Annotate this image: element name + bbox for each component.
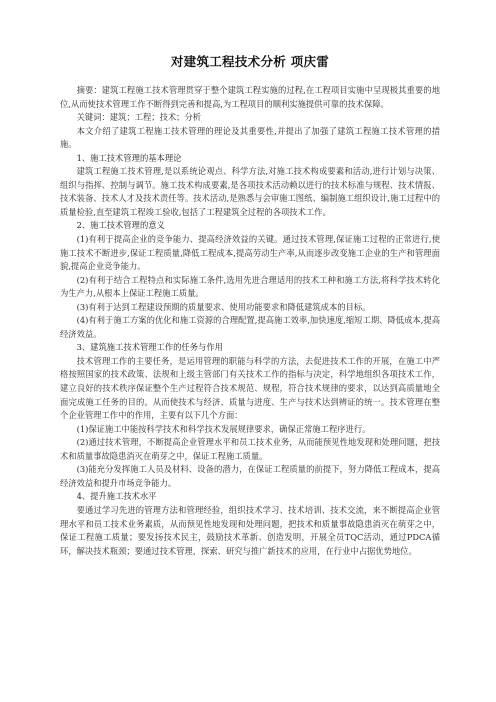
body-paragraph: (3)有利于达到工程建设预期的质量要求、使用功能要求和降低建筑成本的目标。 [76, 301, 371, 312]
section-heading-2: 2、施工技术管理的意义 [76, 220, 165, 231]
section-heading-1: 1、施工技术管理的基本理论 [76, 152, 182, 163]
body-paragraph: (1)保证施工中能按科学技术和科学技术发展规律要求，确保正常施工程序进行。 [76, 423, 371, 434]
body-paragraph: (3)能充分发挥施工人员及材料、设备的潜力，在保证工程质量的前提下，努力降低工程成本，提高经济效益和提升市场竞争能力。 [60, 464, 440, 488]
document-body [60, 84, 440, 558]
document-title: 对建筑工程技术分析 项庆雷 [170, 54, 330, 69]
body-paragraph: (2)通过技术管理，不断提高企业管理水平和员工技术业务，从而能预见性地发现和处理问题，把技术和质量事故隐患消灭在萌芽之中，保证工程施工质量。 [60, 437, 440, 461]
body-paragraph: (4)有利于施工方案的优化和施工资源的合理配置,提高施工效率,加快速度,缩短工期、降低成本,提高经济效益。 [60, 315, 440, 339]
body-paragraph: (2)有利于结合工程特点和实际施工条件,选用先进合理适用的技术工种和施工方法,将科学技术转化为生产力,从根本上保证工程施工质量。 [60, 274, 440, 299]
section-heading-3: 3、建筑施工技术管理工作的任务与作用 [76, 342, 223, 353]
body-paragraph: 建筑工程施工技术管理,是以系统论观点、科学方法,对施工技术构成要素和活动,进行计划与决策、组织与指挥、控制与调节。施工技术构成要素,是各项技术活动赖以进行的技术标准与规程、技术情报、技术装备、技术人才及技术责任等。技术活动,是熟悉与会审施工图纸、编制施工组织设计,施工过程中的质量检验,直至建筑工程竣工验收,包括了工程建筑全过程的各项技术工作。 [60, 166, 440, 217]
intro-paragraph: 本文介绍了建筑工程施工技术管理的理论及其重要性,并提出了加强了建筑工程施工技术管理的措施。 [60, 125, 440, 150]
body-paragraph: 技术管理工作的主要任务，是运用管理的职能与科学的方法，去促进技术工作的开展，在施工中严格按照国家的技术政策、法规和上级主管部门有关技术工作的指标与决定，科学地组织各项技术工作，建立良好的技术秩序保证整个生产过程符合技术规范、规程，符合技术规律的要求，以达到高质量地全面完成施工任务的目的。从而使技术与经济、质量与进度、生产与技术达到辨证的统一。技术管理在整个企业管理工作中的作用，主要有以下几个方面： [60, 355, 440, 421]
section-heading-4: 4、提升施工技术水平 [76, 491, 157, 502]
body-paragraph: 要通过学习先进的管理方法和管理经验，组织技术学习、技术培训、技术交流，来不断提高企业管理水平和员工技术业务素质，从而预见性地发现和处理问题，把技术和质量事故隐患消灭在萌芽之中，保证工程施工质量；要发扬技术民主，鼓励技术革新、创造发明，开展全员TQC活动，通过PDCA循环，解决技术瓶颈；要通过技术管理，探索、研究与推广新技术的应用，在行业中占据优势地位。 [60, 504, 440, 556]
abstract-paragraph: 摘要：建筑工程施工技术管理贯穿于整个建筑工程实施的过程,在工程项目实施中呈现极其重要的地位,从而使技术管理工作不断得到完善和提高,为工程项目的顺利实施提供可靠的技术保障。 [60, 85, 440, 109]
body-paragraph: (1)有利于提高企业的竞争能力、提高经济效益的关键。通过技术管理,保证施工过程的正常进行,使施工技术不断进步,保证工程质量,降低工程成本,提高劳动生产率,从而逐步改变施工企业的生产和管理面貌,提高企业竞争能力。 [60, 234, 440, 272]
keywords-paragraph: 关键词：建筑；工程；技术；分析 [76, 112, 202, 123]
